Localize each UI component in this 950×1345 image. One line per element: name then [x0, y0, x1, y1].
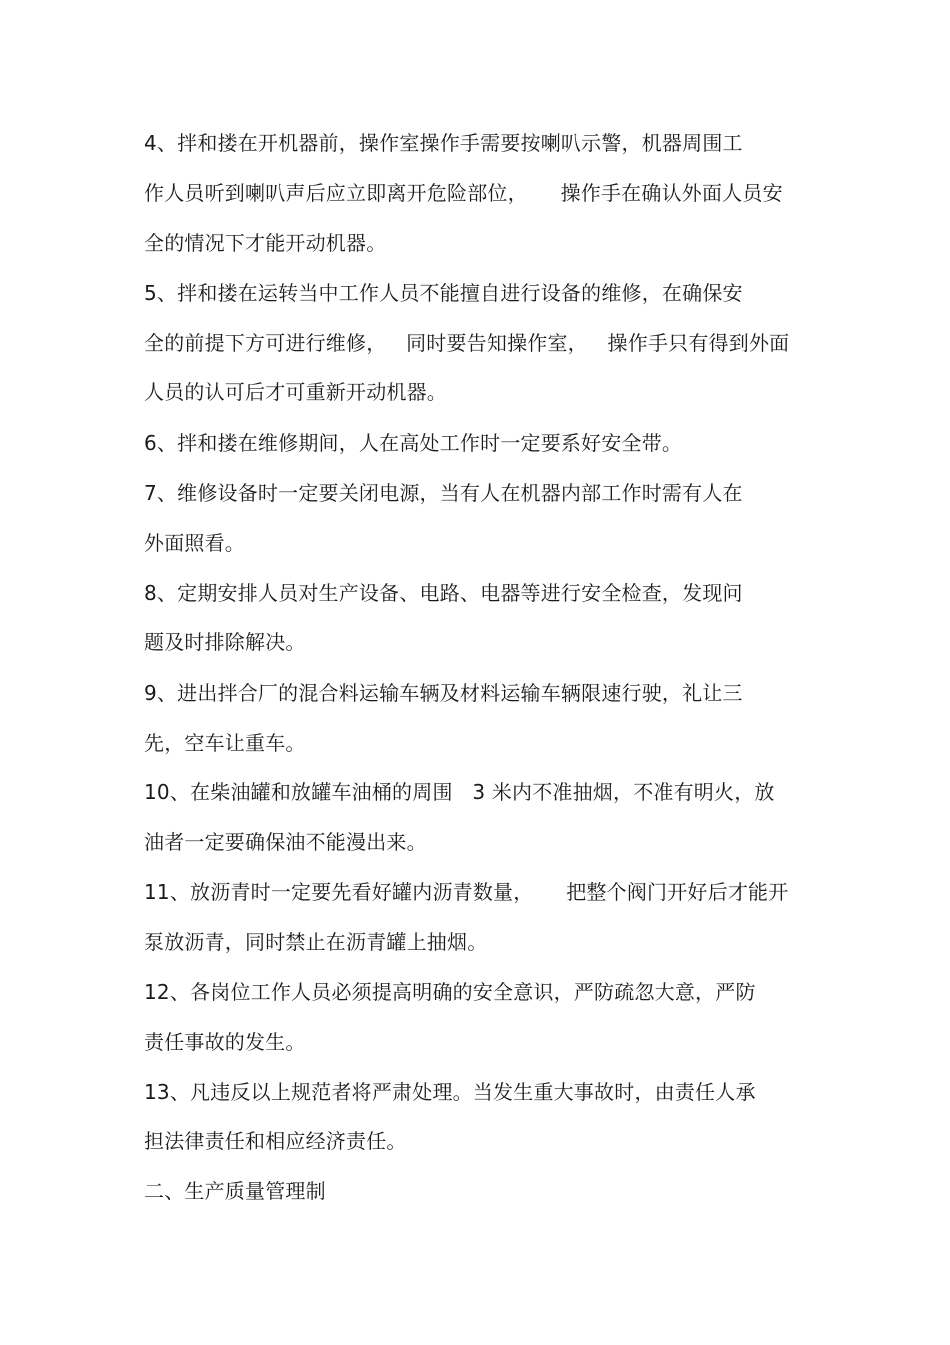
rule-8-line-1: 8、定期安排人员对生产设备、电路、电器等进行安全检查，发现问 — [144, 581, 743, 605]
rule-10-line-2: 油者一定要确保油不能漫出来。 — [144, 830, 427, 854]
rule-9-line-1: 9、进出拌合厂的混合料运输车辆及材料运输车辆限速行驶，礼让三 — [144, 681, 743, 705]
rule-13-line-2: 担法律责任和相应经济责任。 — [144, 1129, 407, 1153]
rule-10-line-1: 10、在柴油罐和放罐车油桶的周围 3 米内不准抽烟，不准有明火，放 — [144, 780, 775, 804]
rule-5-line-1: 5、拌和搂在运转当中工作人员不能擅自进行设备的维修，在确保安 — [144, 281, 743, 305]
rule-4-line-3: 全的情况下才能开动机器。 — [144, 231, 387, 255]
rule-6-line-1: 6、拌和搂在维修期间，人在高处工作时一定要系好安全带。 — [144, 431, 683, 455]
rule-13-line-1: 13、凡违反以上规范者将严肃处理。当发生重大事故时，由责任人承 — [144, 1080, 756, 1104]
rule-7-line-1: 7、维修设备时一定要关闭电源，当有人在机器内部工作时需有人在 — [144, 481, 743, 505]
rule-12-line-1: 12、各岗位工作人员必须提高明确的安全意识，严防疏忽大意，严防 — [144, 980, 756, 1004]
rule-11-line-1: 11、放沥青时一定要先看好罐内沥青数量， 把整个阀门开好后才能开 — [144, 880, 789, 904]
rule-7-line-2: 外面照看。 — [144, 531, 245, 555]
rule-5-line-2: 全的前提下方可进行维修， 同时要告知操作室， 操作手只有得到外面 — [144, 331, 790, 355]
rule-4-line-1: 4、拌和搂在开机器前，操作室操作手需要按喇叭示警，机器周围工 — [144, 131, 743, 155]
rule-9-line-2: 先，空车让重车。 — [144, 731, 306, 755]
section-heading: 二、生产质量管理制 — [144, 1179, 326, 1203]
rule-8-line-2: 题及时排除解决。 — [144, 630, 306, 654]
rule-5-line-3: 人员的认可后才可重新开动机器。 — [144, 380, 447, 404]
rule-4-line-2: 作人员听到喇叭声后应立即离开危险部位， 操作手在确认外面人员安 — [144, 181, 783, 205]
rule-11-line-2: 泵放沥青，同时禁止在沥青罐上抽烟。 — [144, 930, 488, 954]
rule-12-line-2: 责任事故的发生。 — [144, 1030, 306, 1054]
